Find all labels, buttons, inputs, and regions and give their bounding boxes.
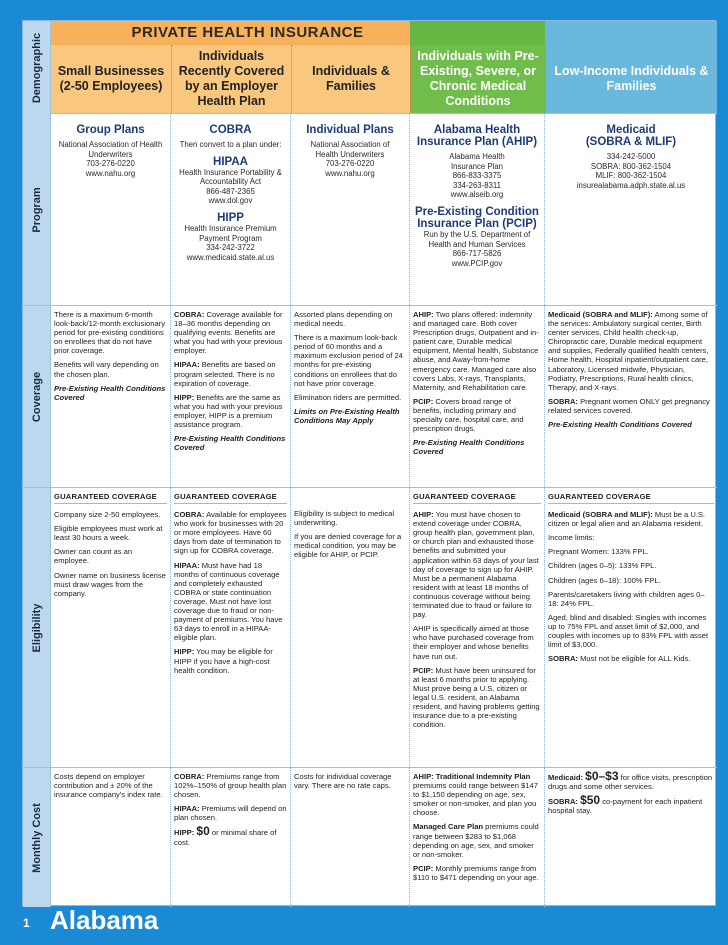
cost-cobra: COBRA: Premiums range from 102%–150% of group health plan chosen. HIPAA: Premiums will depend on plan chosen. HIPP: $0 or minimal share of cost. [171, 768, 291, 907]
insurance-table [22, 20, 716, 906]
program-group-plans: Group Plans National Association of Health Underwriters 703-276-0220 www.nahu.org [51, 114, 171, 305]
monthly-cost-row [23, 768, 717, 907]
row-label-program: Program [23, 114, 51, 305]
row-label-demographic: Demographic [23, 21, 51, 114]
eligibility-cobra: GUARANTEED COVERAGE COBRA: Available for employees who work for businesses with 20 or more employees. Have 60 days from date of termination to sign up for COBRA coverage. HIPAA: Must have had 18 months of continuous coverage and completely exhausted COBRA or state continuation coverage. Must not have lost coverage due to fraud or non-payment of premiums. You have 63 days to enroll in a HIPAA-eligible plan. HIPP: You may be eligible for HIPP if you have a high-cost health condition. [171, 488, 291, 767]
row-label-coverage: Coverage [23, 306, 51, 487]
program-cobra: COBRA Then convert to a plan under: HIPAA Health Insurance Portability & Accountability Act 866-487-2365 www.dol.gov HIPP Health Insurance Premium Payment Program 334-242-3722 www.medicaid.state.al.us [171, 114, 291, 305]
row-label-monthly-cost: Monthly Cost [23, 768, 51, 907]
coverage-row [23, 306, 717, 488]
eligibility-medicaid: GUARANTEED COVERAGE Medicaid (SOBRA and MLIF): Must be a U.S. citizen or legal alien and an Alabama resident. Income limits: Pregnant Women: 133% FPL. Children (ages 0–5): 133% FPL. Children (ages 6–18): 100% FPL. Parents/caretakers living with children ages 0–18: 24% FPL. Aged, blind and disabled: Singles with incomes up to 75% FPL and asset limit of $2,000, and couples with incomes up to 83% FPL with asset limit of $3,000. SOBRA: Must not be eligible for ALL Kids. [545, 488, 717, 767]
cost-individual-plans: Costs for individual coverage vary. There are no rate caps. [291, 768, 410, 907]
coverage-group-plans: There is a maximum 6-month look-back/12-month exclusionary period for pre-existing conditions on enrollees that do not have prior coverage. Benefits will vary depending on the chosen plan. Pre-Existing Health Conditions Covered [51, 306, 171, 487]
page-title: PRIVATE HEALTH INSURANCE [51, 21, 438, 45]
cost-ahip: AHIP: Traditional Indemnity Plan premiums could range between $147 to $1,150 depending on age, sex, smoker or non-smoker, and plan you choose. Managed Care Plan premiums could range between $283 to $1,068 depending on age, sex, and smoker or non-smoker. PCIP: Monthly premiums range from $110 to $471 depending on your age. [410, 768, 545, 907]
coverage-medicaid: Medicaid (SOBRA and MLIF): Among some of the services: Ambulatory surgical center, Birth center services, Child health check-up, Chiropractic care, Durable medical equipment and supplies, Federally qualified health centers, Home health, Hospital inpatient/outpatient care, Laboratory, Licensed midwife, Physician, Podiatry, Prescriptions, Rural health clinics, Therapy, and X-rays. SOBRA: Pregnant women ONLY get pregnancy related services covered. Pre-Existing Health Conditions Covered [548, 310, 710, 430]
title-band-blue [545, 21, 717, 45]
row-label-eligibility: Eligibility [23, 488, 51, 767]
demographic-recently-covered: Individuals Recently Covered by an Employer Health Plan [171, 45, 291, 113]
program-medicaid: Medicaid (SOBRA & MLIF) 334-242-5000 SOBRA: 800-362-1504 MLIF: 800-362-1504 insurealabama.adph.state.al.us [576, 124, 686, 190]
title-band-green [410, 21, 545, 45]
eligibility-ahip: GUARANTEED COVERAGE AHIP: You must have chosen to extend coverage under COBRA, group health plan, government plan, or church plan and exhausted those benefits and submitted your application within 63 days of your last day of coverage to sign up for AHIP. Must be a permanent Alabama resident with at least 18 months of continuous coverage without being terminated due to fraud or failure to pay. AHIP is specifically aimed at those who have purchased coverage from their employer and whose benefits have run out. PCIP: Must have been uninsured for at least 6 months prior to applying. Must prove being a U.S. citizen or legal U.S. resident, an Alabama resident, and having problems getting insurance due to a pre-existing condition. [410, 488, 545, 767]
state-name: Alabama [50, 905, 159, 935]
eligibility-group-plans: GUARANTEED COVERAGE Company size 2-50 employees. Eligible employees must work at least 30 hours a week. Owner can count as an employee. Owner name on business license must draw wages from the company. [51, 488, 171, 767]
program-row [23, 114, 717, 306]
coverage-cobra: COBRA: Coverage available for 18–36 months depending on qualifying events. Benefits are what you had with your previous employer. HIPAA: Benefits are based on program selected. There is no expiration of coverage. HIPP: Benefits are the same as what you had with your previous employer, HIPP is a premium assistance program. Pre-Existing Health Conditions Covered [171, 306, 291, 487]
demographic-small-businesses: Small Businesses (2-50 Employees) [51, 45, 171, 113]
coverage-individual-plans: Assorted plans depending on medical needs. There is a maximum look-back period of 60 months and a maximum exclusion period of 24 months for pre-existing conditions on enrollees that do not have prior coverage. Elimination riders are permitted. Limits on Pre-Existing Health Conditions May Apply [291, 306, 410, 487]
page-number: 1 [23, 916, 30, 930]
demographic-pre-existing: Individuals with Pre-Existing, Severe, or Chronic Medical Conditions [410, 45, 545, 113]
cost-medicaid: Medicaid: $0–$3 for office visits, prescription drugs and some other services. SOBRA: $50 co-payment for each inpatient hospital stay. [548, 769, 713, 816]
eligibility-individual-plans: Eligibility is subject to medical underwriting. If you are denied coverage for a medical condition, you may be eligible for AHIP, or PCIP. [291, 488, 410, 767]
program-ahip: Alabama Health Insurance Plan (AHIP) Alabama Health Insurance Plan 866-833-3375 334-263-8311 www.alseib.org Pre-Existing Condition Insurance Plan (PCIP) Run by the U.S. Department of Health and Human Services 866-717-5826 www.PCIP.gov [410, 114, 545, 305]
coverage-ahip: AHIP: Two plans offered: indemnity and managed care. Both cover Prescription drugs, Outpatient and in-patient care, Durable medical equipment, Mental health, Substance abuse, and Away-from-home emergency care. Managed care also covers Labs, X-rays, Transplants, Maternity, and Rehabilitation care. PCIP: Covers broad range of benefits, including primary and specialty care, hospital care, and prescription drugs. Pre-Existing Health Conditions Covered [410, 306, 545, 487]
cost-group-plans: Costs depend on employer contribution and ± 20% of the insurance company's index rate. [51, 768, 171, 907]
program-individual-plans: Individual Plans National Association of Health Underwriters 703-276-0220 www.nahu.org [291, 114, 410, 305]
demographic-low-income: Low-Income Individuals & Families [545, 45, 717, 113]
demographic-individuals-families: Individuals & Families [291, 45, 410, 113]
eligibility-row [23, 488, 717, 768]
